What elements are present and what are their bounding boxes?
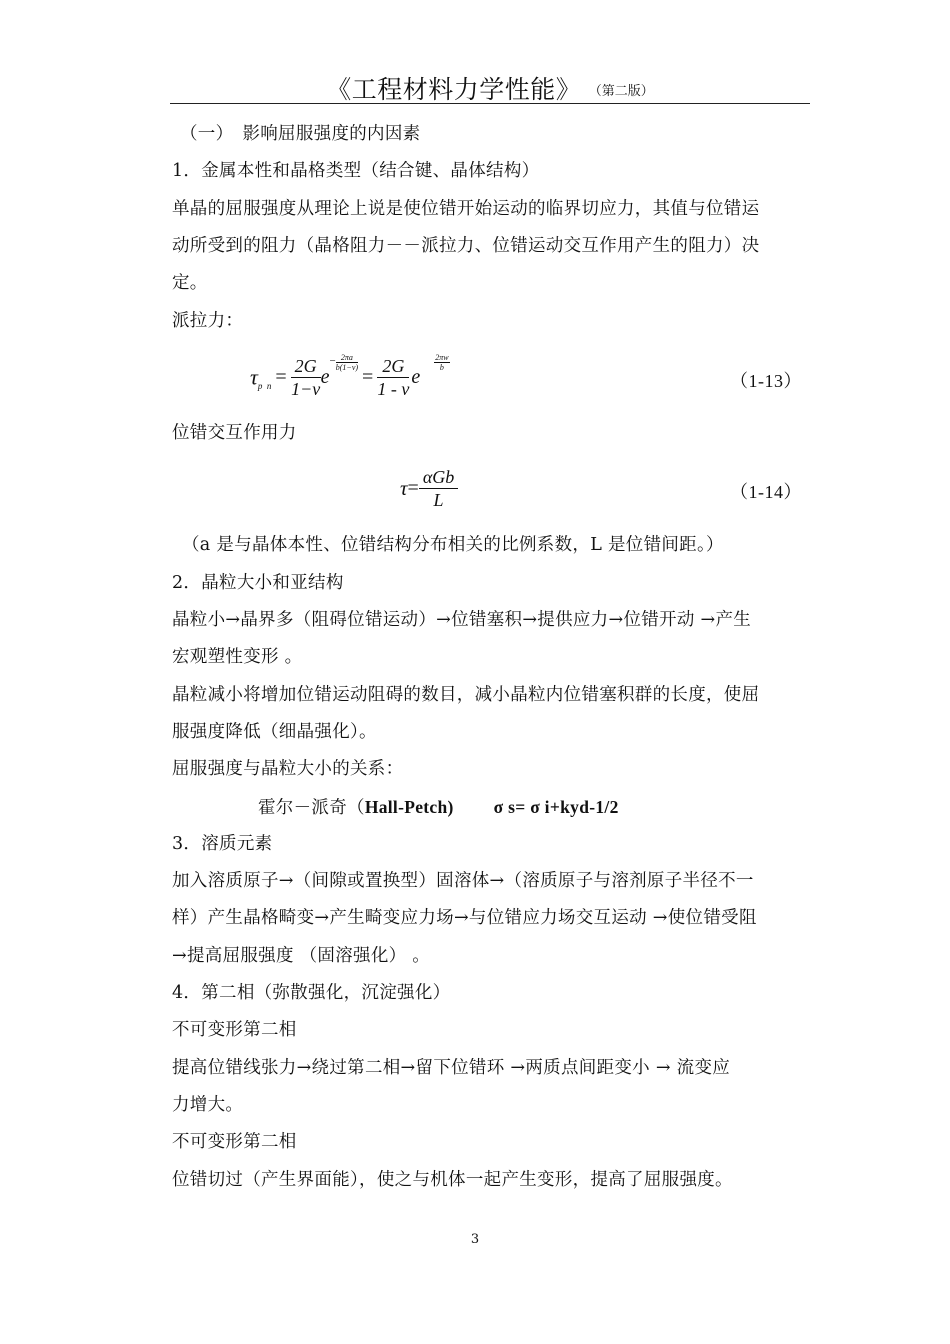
eq13-fraction-numerator: 2G	[291, 355, 321, 378]
hall-petch-en: Hall-Petch)	[364, 797, 454, 817]
eq13-exp-base-2: e	[411, 366, 421, 388]
section-1-paragraph-line-1: 单晶的屈服强度从理论上说是使位错开始运动的临界切应力，其值与位错运	[172, 199, 760, 219]
eq13-exponent-2-denominator: b	[439, 363, 444, 372]
section-3-heading: 3．溶质元素	[172, 834, 273, 854]
section-2-paragraph-line-1: 晶粒小→晶界多（阻碍位错运动）→位错塞积→提供应力→位错开动 →产生	[172, 610, 752, 630]
eq13-equals: =	[275, 366, 287, 388]
section-1-heading: 1．金属本性和晶格类型（结合键、晶体结构）	[172, 161, 540, 181]
eq13-tau: τ	[250, 364, 258, 390]
section-1-paragraph-line-2: 动所受到的阻力（晶格阻力－－派拉力、位错运动交互作用产生的阻力）决	[172, 236, 760, 256]
section-2-paragraph-line-3: 晶粒减小将增加位错运动阻碍的数目，减小晶粒内位错塞积群的长度，使屈	[172, 685, 760, 705]
hall-petch-cn: 霍尔－派奇（	[258, 798, 365, 818]
hall-petch-formula: σ s= σ i+kyd-1/2	[493, 797, 619, 817]
section-2-paragraph-line-2: 宏观塑性变形 。	[172, 647, 303, 667]
eq13-fraction-2	[377, 355, 409, 400]
section-3-paragraph-line-1: 加入溶质原子→（间隙或置换型）固溶体→（溶质原子与溶剂原子半径不一	[172, 871, 754, 891]
section-3-paragraph-line-3: →提高屈服强度 （固溶强化） 。	[172, 946, 431, 966]
peierls-force-label: 派拉力：	[172, 311, 244, 331]
eq14-fraction-numerator: αGb	[419, 466, 458, 489]
section-4-subheading-1: 不可变形第二相	[172, 1020, 297, 1040]
eq13-exp-base: e	[320, 366, 330, 388]
eq13-exponent-denominator: b(1−ν)	[335, 363, 359, 372]
section-4-subheading-2: 不可变形第二相	[172, 1132, 297, 1152]
eq13-exponent-fraction-2	[434, 353, 449, 372]
eq13-equals-2: =	[362, 366, 374, 388]
eq13-tau-subscript: p n	[257, 381, 272, 392]
eq13-exponent-2-numerator: 2πw	[435, 353, 449, 362]
book-title: 《工程材料力学性能》	[326, 75, 582, 104]
eq13-exp-minus: −	[329, 355, 336, 367]
eq14-equals: =	[407, 477, 419, 499]
eq14-tau: τ	[400, 476, 408, 500]
dislocation-interaction-label: 位错交互作用力	[172, 423, 297, 443]
section-4-paragraph-line-2: 力增大。	[172, 1095, 244, 1115]
equation-1-14	[250, 464, 810, 516]
equation-number-1-13: （1-13）	[730, 371, 802, 391]
hall-petch-line	[258, 797, 898, 818]
edition-label: （第二版）	[595, 84, 654, 99]
equation-number-1-14: （1-14）	[730, 482, 802, 502]
page-header	[170, 70, 810, 102]
section-1-paragraph-line-3: 定。	[172, 273, 208, 293]
eq13-fraction	[291, 355, 321, 400]
eq13-exponent-numerator: 2πa	[336, 353, 358, 363]
eq14-body	[400, 466, 458, 511]
section-2-paragraph-line-4: 服强度降低（细晶强化）。	[172, 722, 377, 742]
header-rule	[170, 103, 810, 104]
section-2-paragraph-line-5: 屈服强度与晶粒大小的关系：	[172, 759, 404, 779]
section-3-paragraph-line-2: 样）产生晶格畸变→产生畸变应力场→与位错应力场交互运动 →使位错受阻	[172, 908, 757, 928]
section-2-heading: 2．晶粒大小和亚结构	[172, 573, 344, 593]
eq14-fraction-denominator: L	[433, 490, 444, 510]
section-4-heading: 4．第二相（弥散强化，沉淀强化）	[172, 983, 451, 1003]
coefficient-note: （a 是与晶体本性、位错结构分布相关的比例系数，L 是位错间距。）	[182, 535, 724, 555]
equation-1-13	[250, 355, 810, 403]
eq13-fraction-2-denominator: 1 - ν	[377, 379, 410, 399]
eq14-fraction	[419, 466, 458, 511]
subsection-heading: （一） 影响屈服强度的内因素	[180, 124, 421, 144]
page-number: 3	[470, 1232, 480, 1247]
section-4-paragraph-line-3: 位错切过（产生界面能），使之与机体一起产生变形，提高了屈服强度。	[172, 1170, 733, 1190]
eq13-exponent-fraction	[336, 353, 358, 372]
section-4-paragraph-line-1: 提高位错线张力→绕过第二相→留下位错环 →两质点间距变小 → 流变应	[172, 1058, 731, 1078]
eq13-fraction-denominator: 1−ν	[291, 379, 321, 399]
eq13-fraction-2-numerator: 2G	[377, 355, 409, 378]
